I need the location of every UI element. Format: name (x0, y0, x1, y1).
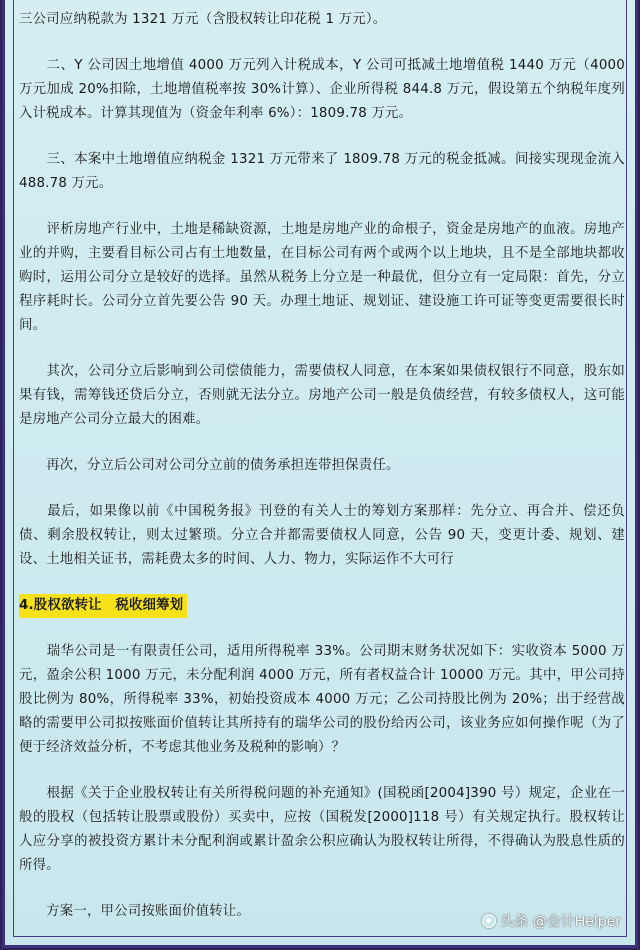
watermark (482, 911, 621, 931)
paragraph: 瑞华公司是一有限责任公司，适用所得税率 33%。公司期末财务状况如下：实收资本 5000 万元，盈余公积 1000 万元，未分配利润 4000 万元，所有者权益合计 10000 万元。其中，甲公司持股比例为 80%，所得税率 33%，初始投资成本 4000 万元；乙公司持股比例为 20%；出于经营战略的需要甲公司拟按账面价值转让其所持有的瑞华公司的股份给丙公司，该业务应如何操作呢（为了便于经济效益分析，不考虑其他业务及税种的影响）？ (19, 644, 625, 755)
paragraph: 三公司应纳税款为 1321 万元（含股权转让印花税 1 万元）。 (19, 12, 387, 27)
paragraph: 评析房地产行业中，土地是稀缺资源，土地是房地产业的命根子，资金是房地产的血液。房地产业的并购，主要看目标公司占有土地数量，在目标公司有两个或两个以上地块，且不是全部地块都收购时，运用公司分立是较好的选择。虽然从税务上分立是一种最优，但分立有一定局限：首先，分立程序耗时长。公司分立首先要公告 90 天。办理土地证、规划证、建设施工许可证等变更需要很长时间。 (19, 222, 625, 333)
paragraph: 二、Y 公司因土地增值 4000 万元列入计税成本，Y 公司可抵减土地增值税 1440 万元（4000 万元加成 20%扣除，土地增值税率按 30%计算）、企业所得税 844.8 万元，假设第五个纳税年度列入计税成本。计算其现值为（资金年利率 6%）：1809.78 万元。 (19, 58, 630, 121)
paragraph: 根据《关于企业股权转让有关所得税问题的补充通知》(国税函[2004]390 号）规定，企业在一般的股权（包括转让股票或股份）买卖中，应按（国税发[2000]118 号）有关规定执行。股权转让人应分享的被投资方累计未分配利润或累计盈余公积应确认为股权转让所得，不得确认为股息性质的所得。 (19, 786, 625, 873)
paragraph: 三、本案中土地增值应纳税金 1321 万元带来了 1809.78 万元的税金抵减。间接实现现金流入 488.78 万元。 (19, 152, 630, 191)
paragraph: 再次，分立后公司对公司分立前的债务承担连带担保责任。 (19, 458, 400, 473)
section-heading-row (19, 594, 625, 618)
paragraph: 其次，公司分立后影响到公司偿债能力，需要债权人同意，在本案如果债权银行不同意，股东如果有钱，需筹钱还贷后分立，否则就无法分立。房地产公司一般是负债经营，有较多债权人，这可能是房地产公司分立最大的困难。 (19, 364, 625, 427)
circle-logo-icon (482, 914, 496, 928)
paragraph: 方案一，甲公司按账面价值转让。 (19, 904, 251, 919)
document-frame (2, 0, 638, 948)
section-heading: 4.股权欲转让 税收细筹划 (19, 594, 187, 618)
document-body (19, 8, 630, 924)
watermark-text: 头条 @会计Helper (500, 914, 621, 930)
paragraph: 最后，如果像以前《中国税务报》刊登的有关人士的筹划方案那样：先分立、再合并、偿还负债、剩余股权转让，则太过繁琐。分立合并都需要债权人同意，公告 90 天，变更计委、规划、建设、土地相关证书，需耗费太多的时间、人力、物力，实际运作不大可行 (19, 504, 625, 567)
